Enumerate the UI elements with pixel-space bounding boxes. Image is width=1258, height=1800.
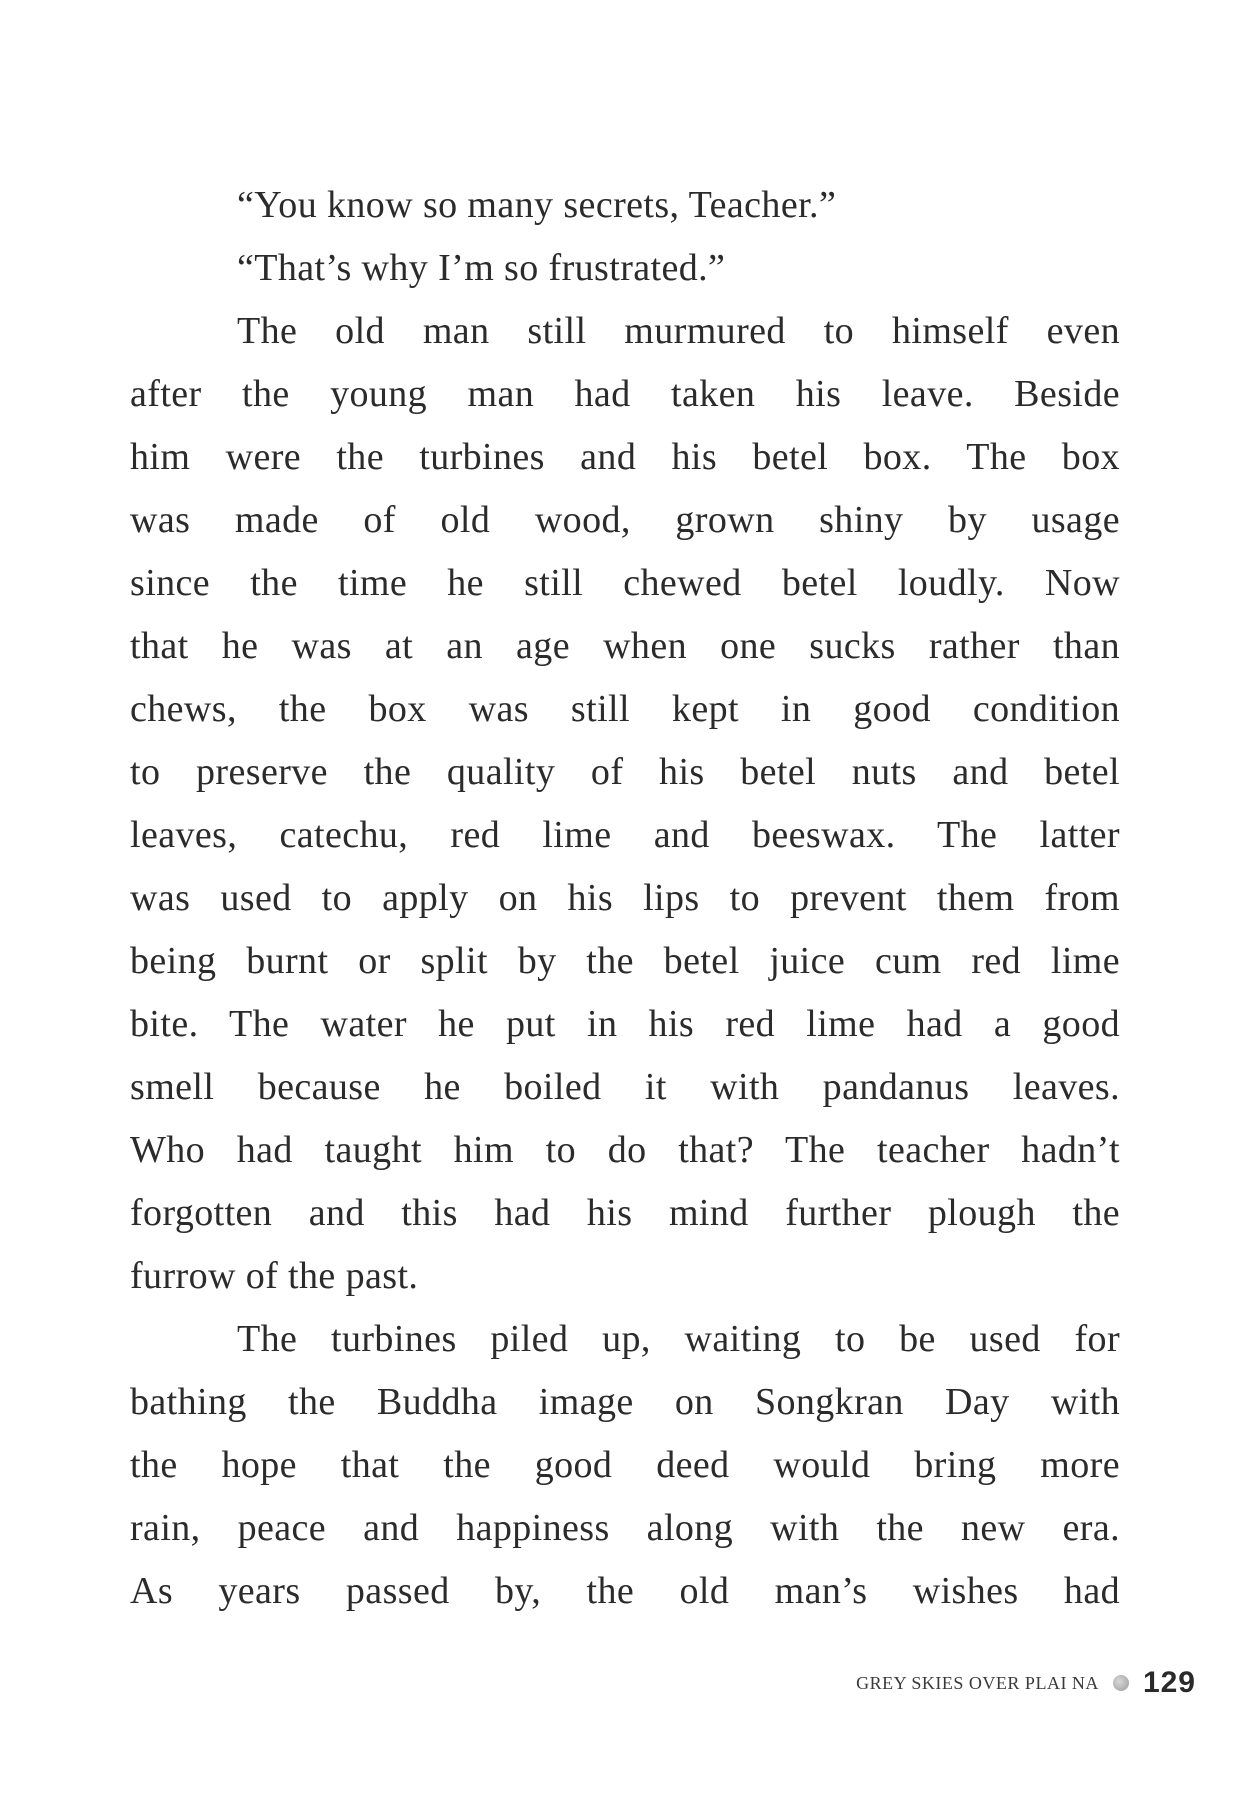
paragraph-line: was made of old wood, grown shiny by usage xyxy=(130,499,1120,541)
paragraph-line: leaves, catechu, red lime and beeswax. The latter xyxy=(130,814,1120,856)
paragraph-line: being burnt or split by the betel juice cum red lime xyxy=(130,940,1120,982)
dialogue-line: “You know so many secrets, Teacher.” xyxy=(237,184,837,226)
running-head: GREY SKIES OVER PLAI NA xyxy=(856,1672,1099,1693)
bullet-dot-icon xyxy=(1113,1675,1129,1691)
paragraph-line: forgotten and this had his mind further plough the xyxy=(130,1192,1120,1234)
paragraph-line: was used to apply on his lips to prevent them from xyxy=(130,877,1120,919)
paragraph-line: after the young man had taken his leave. Beside xyxy=(130,373,1120,415)
paragraph-line: chews, the box was still kept in good condition xyxy=(130,688,1120,730)
paragraph-line: As years passed by, the old man’s wishes had xyxy=(130,1570,1120,1612)
paragraph-line: rain, peace and happiness along with the new era. xyxy=(130,1507,1120,1549)
paragraph-line: Who had taught him to do that? The teacher hadn’t xyxy=(130,1129,1120,1171)
paragraph-line: the hope that the good deed would bring more xyxy=(130,1444,1120,1486)
page-number: 129 xyxy=(1142,1666,1196,1699)
paragraph-line: bathing the Buddha image on Songkran Day with xyxy=(130,1381,1120,1423)
paragraph-line: The old man still murmured to himself even xyxy=(237,310,1120,352)
dialogue-line: “That’s why I’m so frustrated.” xyxy=(237,247,726,289)
paragraph-line: smell because he boiled it with pandanus leaves. xyxy=(130,1066,1120,1108)
page-footer xyxy=(856,1665,1196,1701)
paragraph-line: to preserve the quality of his betel nuts and betel xyxy=(130,751,1120,793)
paragraph-line: since the time he still chewed betel loudly. Now xyxy=(130,562,1120,604)
paragraph-line: bite. The water he put in his red lime had a good xyxy=(130,1003,1120,1045)
paragraph-line: furrow of the past. xyxy=(130,1255,419,1297)
paragraph-line: him were the turbines and his betel box. The box xyxy=(130,436,1120,478)
body-text xyxy=(130,174,1120,1623)
paragraph-line: that he was at an age when one sucks rather than xyxy=(130,625,1120,667)
paragraph-line: The turbines piled up, waiting to be used for xyxy=(237,1318,1120,1360)
